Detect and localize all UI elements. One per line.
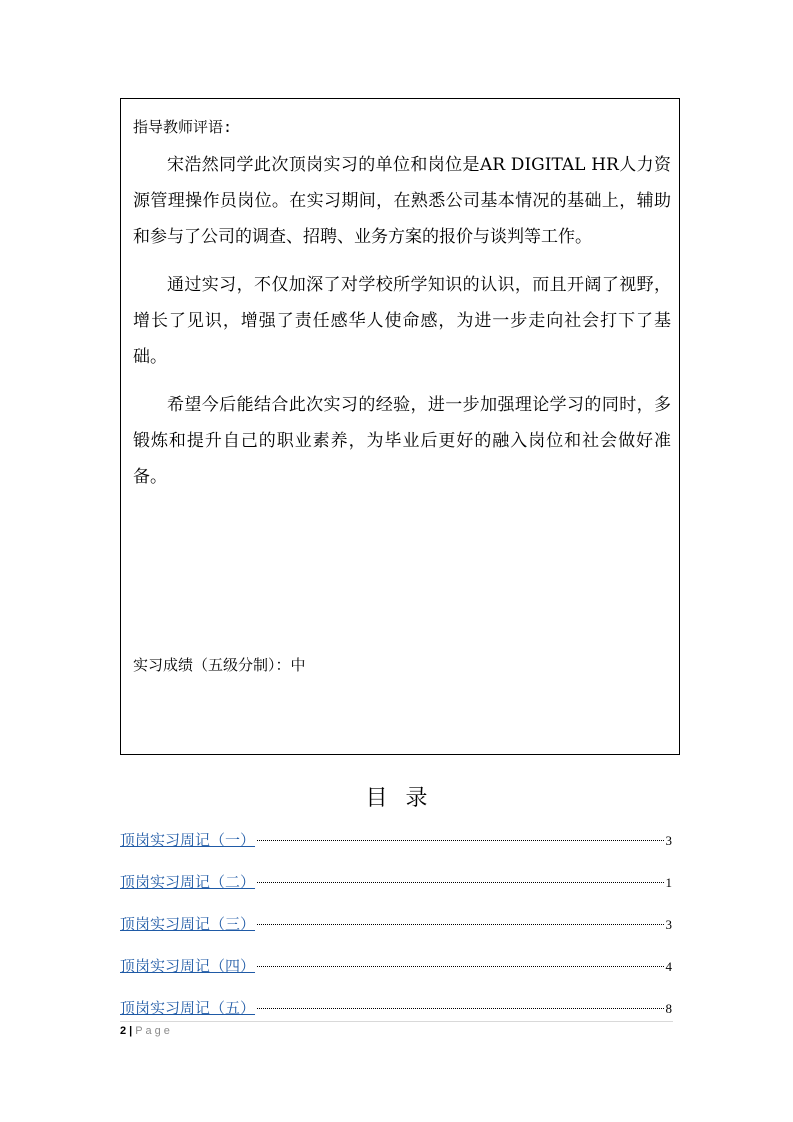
internship-grade: 实习成绩（五级分制）：中: [133, 656, 306, 674]
toc-page-number: 1: [665, 875, 672, 890]
comment-paragraph: 宋浩然同学此次顶岗实习的单位和岗位是AR DIGITAL HR人力资源管理操作员岗位。在实习期间，在熟悉公司基本情况的基础上，辅助和参与了公司的调查、招聘、业务方案的报价与谈判等工作。: [133, 155, 671, 247]
toc-link[interactable]: 顶岗实习周记（三）: [120, 915, 256, 933]
toc-page-number: 8: [665, 1001, 672, 1016]
footer-page-word: Page: [135, 1025, 173, 1037]
teacher-comment-box: [120, 98, 680, 755]
comment-paragraph: 通过实习，不仅加深了对学校所学知识的认识，而且开阔了视野，增长了见识，增强了责任感华人使命感，为进一步走向社会打下了基础。: [133, 275, 671, 367]
toc-leader-dots: [257, 966, 663, 967]
toc-link[interactable]: 顶岗实习周记（五）: [120, 999, 256, 1017]
toc-title: 目录: [365, 786, 446, 811]
comment-heading: 指导教师评语:: [133, 118, 233, 136]
comment-paragraph: 希望今后能结合此次实习的经验，进一步加强理论学习的同时，多锻炼和提升自己的职业素养，为毕业后更好的融入岗位和社会做好准备。: [133, 395, 671, 487]
toc-link[interactable]: 顶岗实习周记（二）: [120, 873, 256, 891]
footer-separator: |: [129, 1025, 133, 1037]
toc-leader-dots: [257, 924, 663, 925]
toc-leader-dots: [257, 840, 663, 841]
table-of-contents: [120, 828, 672, 1038]
toc-page-number: 3: [665, 917, 672, 932]
toc-page-number: 4: [665, 959, 672, 974]
toc-leader-dots: [257, 882, 663, 883]
toc-entry: [120, 870, 672, 912]
toc-link[interactable]: 顶岗实习周记（一）: [120, 831, 256, 849]
toc-leader-dots: [257, 1008, 663, 1009]
toc-entry: [120, 996, 672, 1038]
page-footer: [120, 1024, 173, 1038]
footer-page-number: 2: [120, 1025, 127, 1037]
comment-body: [133, 147, 671, 507]
toc-entry: [120, 954, 672, 996]
footer-divider: [120, 1021, 673, 1022]
toc-page-number: 3: [665, 833, 672, 848]
toc-entry: [120, 912, 672, 954]
toc-entry: [120, 828, 672, 870]
toc-link[interactable]: 顶岗实习周记（四）: [120, 957, 256, 975]
